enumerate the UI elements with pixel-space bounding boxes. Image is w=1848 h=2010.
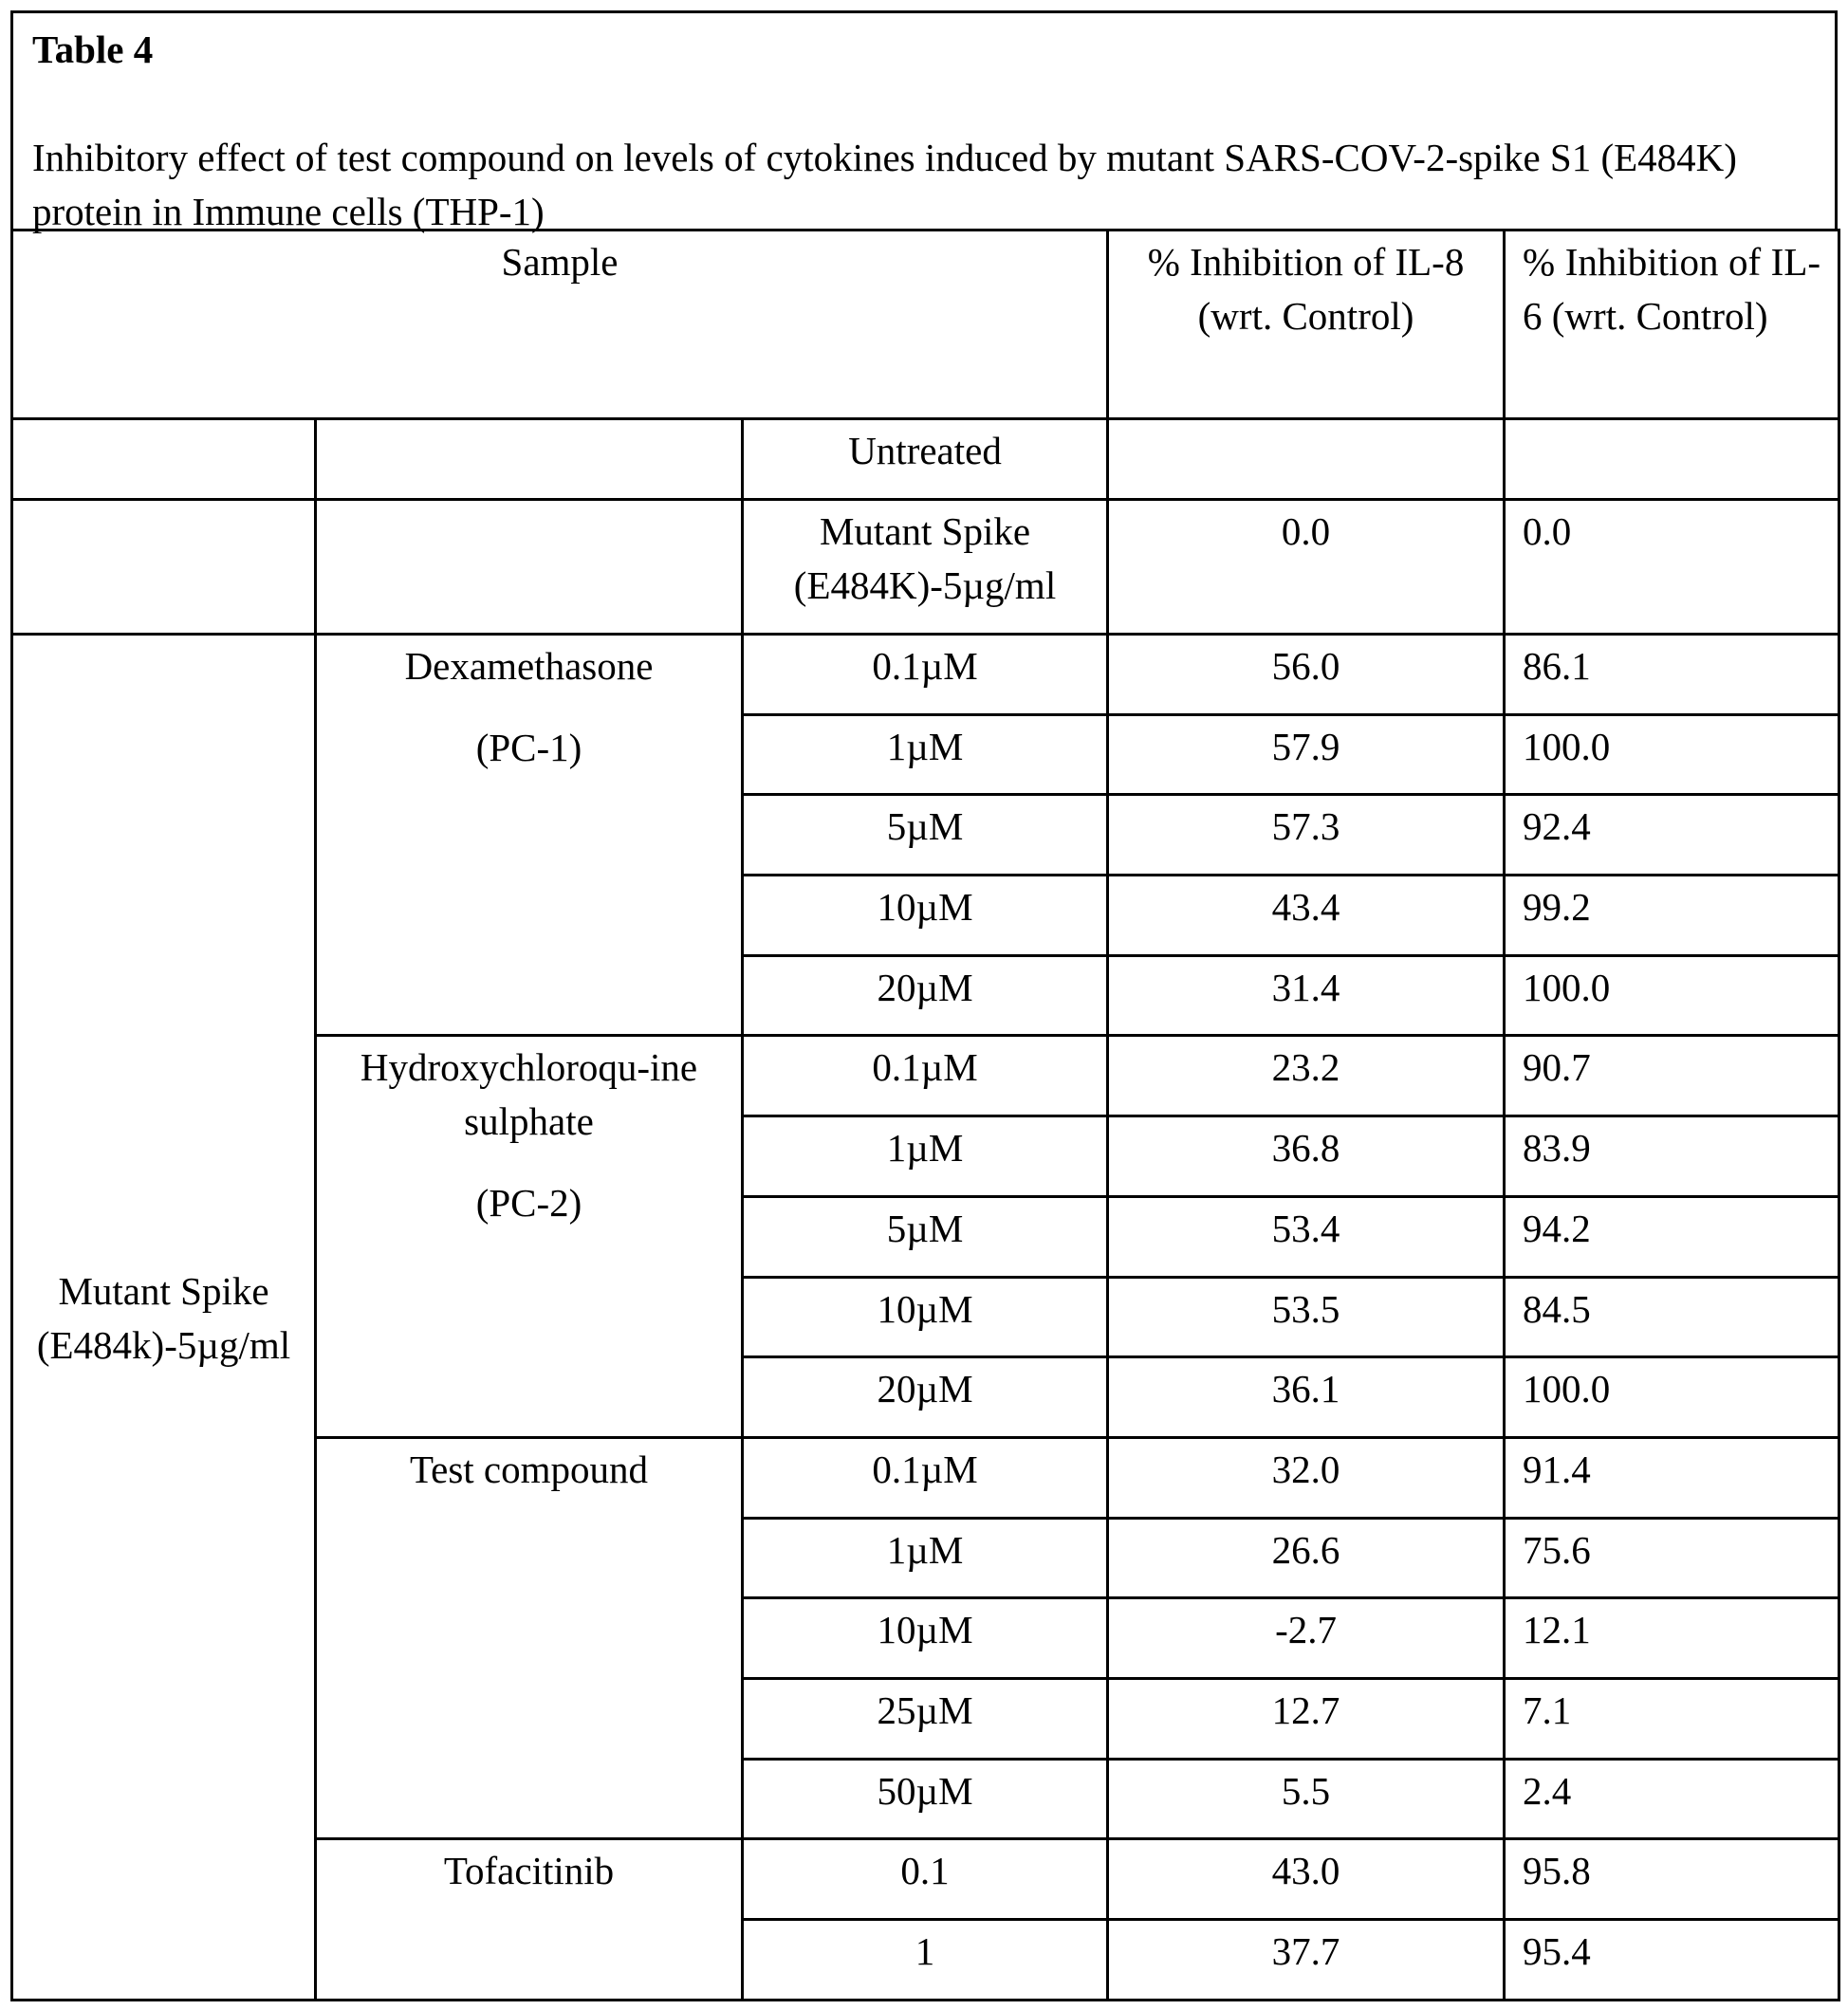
table-caption: Inhibitory effect of test compound on levels of cytokines induced by mutant SARS-COV-2-spike S1 (E484K) protein in Immune cells (THP-1) <box>32 131 1816 239</box>
dose-value: 5µM <box>743 1196 1108 1277</box>
group-name: Hydroxychloroqu-ine sulphate <box>360 1045 697 1143</box>
table-row-untreated <box>12 419 1839 500</box>
results-table <box>10 229 1840 2001</box>
il8-value: 26.6 <box>1108 1518 1505 1598</box>
il8-value: 37.7 <box>1108 1920 1505 2001</box>
dose-value: 25µM <box>743 1678 1108 1759</box>
dose-value: 0.1 <box>743 1839 1108 1920</box>
sample-label: Untreated <box>743 419 1108 500</box>
il6-value: 95.4 <box>1505 1920 1839 2001</box>
il8-value: 32.0 <box>1108 1437 1505 1518</box>
il8-value: 57.9 <box>1108 714 1505 795</box>
table-title: Table 4 <box>32 23 1816 131</box>
header-il8: % Inhibition of IL-8 (wrt. Control) <box>1108 231 1505 419</box>
il6-value: 99.2 <box>1505 876 1839 956</box>
il8-value: -2.7 <box>1108 1598 1505 1679</box>
group-cell <box>316 1036 743 1437</box>
empty-cell <box>12 419 316 500</box>
sample-label: Mutant Spike (E484K)-5µg/ml <box>743 500 1108 635</box>
dose-value: 10µM <box>743 1598 1108 1679</box>
il6-value: 95.8 <box>1505 1839 1839 1920</box>
dose-value: 20µM <box>743 1357 1108 1438</box>
il8-value <box>1108 419 1505 500</box>
empty-cell <box>316 419 743 500</box>
empty-cell <box>12 500 316 635</box>
header-sample: Sample <box>12 231 1108 419</box>
dose-value: 5µM <box>743 795 1108 876</box>
il6-value: 90.7 <box>1505 1036 1839 1116</box>
group-cell <box>316 1437 743 1838</box>
dose-value: 1µM <box>743 1116 1108 1197</box>
il6-value: 83.9 <box>1505 1116 1839 1197</box>
il6-value: 100.0 <box>1505 955 1839 1036</box>
dose-value: 10µM <box>743 876 1108 956</box>
il8-value: 43.0 <box>1108 1839 1505 1920</box>
il8-value: 57.3 <box>1108 795 1505 876</box>
il8-value: 56.0 <box>1108 635 1505 715</box>
il6-value: 2.4 <box>1505 1759 1839 1839</box>
treatment-label: Mutant Spike (E484k)-5µg/ml <box>12 635 316 2001</box>
il6-value: 12.1 <box>1505 1598 1839 1679</box>
il8-value: 12.7 <box>1108 1678 1505 1759</box>
dose-value: 1µM <box>743 1518 1108 1598</box>
dose-value: 50µM <box>743 1759 1108 1839</box>
il6-value: 84.5 <box>1505 1277 1839 1357</box>
empty-cell <box>316 500 743 635</box>
dose-value: 0.1µM <box>743 1036 1108 1116</box>
group-cell <box>316 635 743 1036</box>
il6-value: 0.0 <box>1505 500 1839 635</box>
il6-value <box>1505 419 1839 500</box>
il8-value: 53.4 <box>1108 1196 1505 1277</box>
group-cell <box>316 1839 743 2000</box>
dose-value: 1µM <box>743 714 1108 795</box>
il6-value: 91.4 <box>1505 1437 1839 1518</box>
il8-value: 31.4 <box>1108 955 1505 1036</box>
group-code: (PC-2) <box>334 1176 724 1230</box>
il6-value: 7.1 <box>1505 1678 1839 1759</box>
il6-value: 92.4 <box>1505 795 1839 876</box>
dose-value: 0.1µM <box>743 1437 1108 1518</box>
il8-value: 53.5 <box>1108 1277 1505 1357</box>
header-row <box>12 231 1839 419</box>
group-name: Test compound <box>410 1448 648 1491</box>
il6-value: 100.0 <box>1505 714 1839 795</box>
header-il6: % Inhibition of IL-6 (wrt. Control) <box>1505 231 1839 419</box>
dose-value: 20µM <box>743 955 1108 1036</box>
il8-value: 0.0 <box>1108 500 1505 635</box>
il6-value: 86.1 <box>1505 635 1839 715</box>
table-row-mutant-spike <box>12 500 1839 635</box>
dose-value: 10µM <box>743 1277 1108 1357</box>
group-name: Dexamethasone <box>405 644 654 688</box>
il8-value: 43.4 <box>1108 876 1505 956</box>
il8-value: 36.1 <box>1108 1357 1505 1438</box>
il8-value: 36.8 <box>1108 1116 1505 1197</box>
dose-value: 0.1µM <box>743 635 1108 715</box>
il8-value: 5.5 <box>1108 1759 1505 1839</box>
il8-value: 23.2 <box>1108 1036 1505 1116</box>
table-row <box>12 635 1839 715</box>
table-title-block <box>10 10 1838 229</box>
group-name: Tofacitinib <box>444 1849 614 1892</box>
table-4 <box>10 10 1838 2001</box>
dose-value: 1 <box>743 1920 1108 2001</box>
il6-value: 94.2 <box>1505 1196 1839 1277</box>
il6-value: 75.6 <box>1505 1518 1839 1598</box>
group-code: (PC-1) <box>334 721 724 775</box>
il6-value: 100.0 <box>1505 1357 1839 1438</box>
